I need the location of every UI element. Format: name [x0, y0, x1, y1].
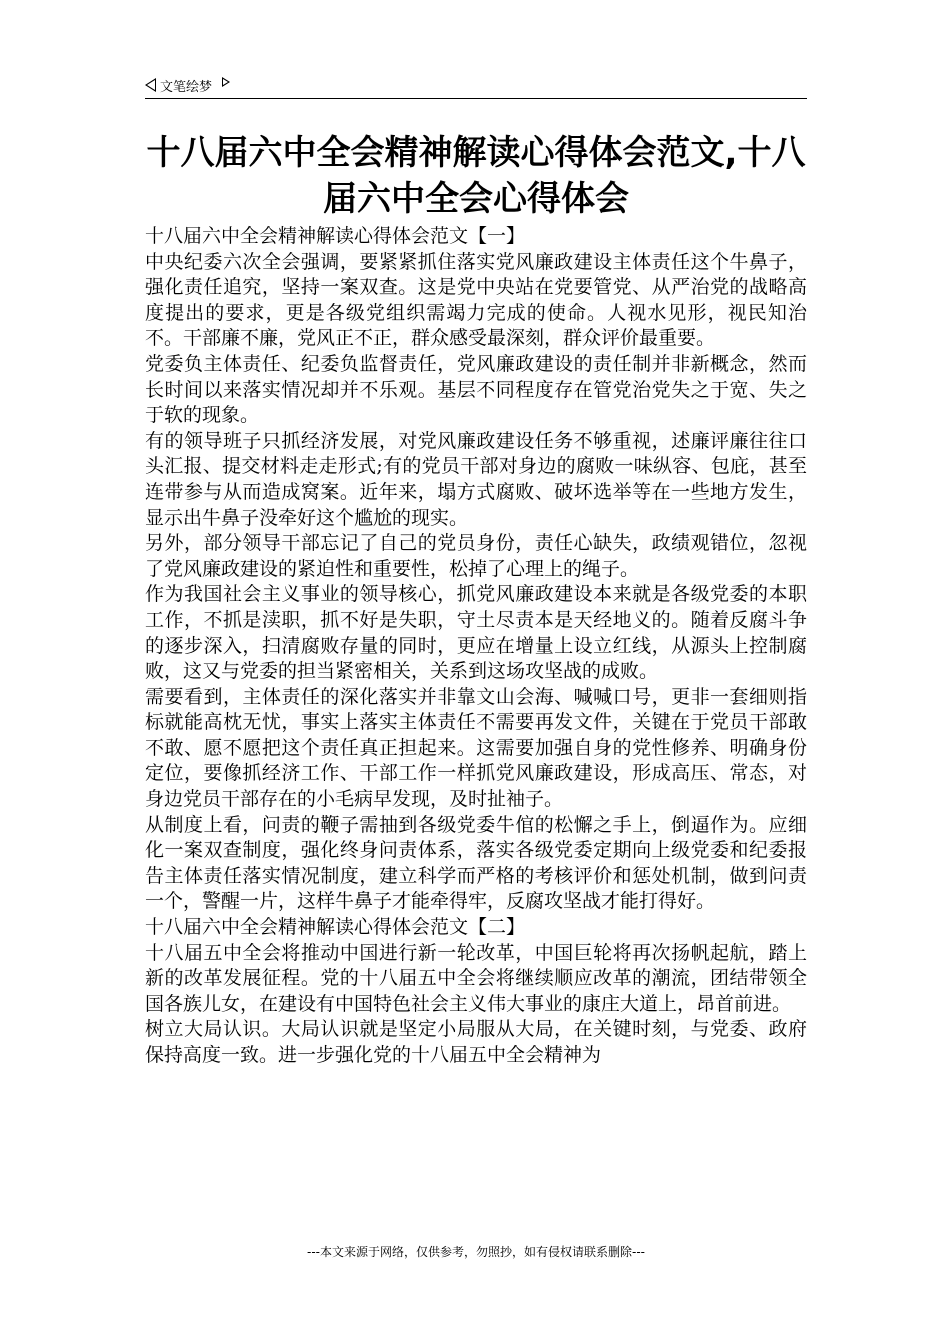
- paragraph: 中央纪委六次全会强调，要紧紧抓住落实党风廉政建设主体责任这个牛鼻子，强化责任追究，坚持一案双查。这是党中央站在党要管党、从严治党的战略高度提出的要求，更是各级党组织需竭力完成的使命。人视水见形，视民知治不。干部廉不廉，党风正不正，群众感受最深刻，群众评价最重要。: [145, 250, 807, 350]
- header-brand: 文笔绘梦: [160, 79, 213, 95]
- paragraph: 十八届五中全会将推动中国进行新一轮改革，中国巨轮将再次扬帆起航，踏上新的改革发展征程。党的十八届五中全会将继续顺应改革的潮流，团结带领全国各族儿女，在建设有中国特色社会主义伟大事业的康庄大道上，昂首前进。: [145, 941, 807, 1015]
- paragraph: 树立大局认识。大局认识就是坚定小局服从大局，在关键时刻，与党委、政府保持高度一致。进一步强化党的十八届五中全会精神为: [145, 1018, 807, 1066]
- paragraph: 党委负主体责任、纪委负监督责任，党风廉政建设的责任制并非新概念，然而长时间以来落实情况却并不乐观。基层不同程度存在管党治党失之于宽、失之于软的现象。: [145, 352, 807, 427]
- paragraph: 有的领导班子只抓经济发展，对党风廉政建设任务不够重视，述廉评廉往往口头汇报、提交材料走走形式;有的党员干部对身边的腐败一味纵容、包庇，甚至连带参与从而造成窝案。近年来，塌方式腐败、破坏选举等在一些地方发生，显示出牛鼻子没牵好这个尴尬的现实。: [145, 429, 807, 529]
- section-heading: 十八届六中全会精神解读心得体会范文【二】: [145, 916, 526, 939]
- document-body: [145, 224, 807, 1069]
- page-header: [145, 72, 807, 99]
- page-footer: ---本文来源于网络，仅供参考，勿照抄，如有侵权请联系删除---: [307, 1245, 645, 1259]
- triangle-left-icon: [145, 78, 156, 92]
- document-title: 十八届六中全会精神解读心得体会范文,十八届六中全会心得体会: [146, 133, 806, 219]
- section-heading: 十八届六中全会精神解读心得体会范文【一】: [145, 225, 526, 247]
- paragraph: 需要看到，主体责任的深化落实并非靠文山会海、喊喊口号，更非一套细则指标就能高枕无忧，事实上落实主体责任不需要再发文件，关键在于党员干部敢不敢、愿不愿把这个责任真正担起来。这需要加强自身的党性修养、明确身份定位，要像抓经济工作、干部工作一样抓党风廉政建设，形成高压、常态，对身边党员干部存在的小毛病早发现，及时扯袖子。: [145, 685, 807, 811]
- triangle-right-icon: [222, 77, 230, 87]
- paragraph: 作为我国社会主义事业的领导核心，抓党风廉政建设本来就是各级党委的本职工作，不抓是渎职，抓不好是失职，守土尽责本是天经地义的。随着反腐斗争的逐步深入，扫清腐败存量的同时，更应在增量上设立红线，从源头上控制腐败，这又与党委的担当紧密相关，关系到这场攻坚战的成败。: [145, 583, 807, 683]
- paragraph: 另外，部分领导干部忘记了自己的党员身份，责任心缺失，政绩观错位，忽视了党风廉政建设的紧迫性和重要性，松掉了心理上的绳子。: [145, 532, 807, 580]
- paragraph: 从制度上看，问责的鞭子需抽到各级党委牛倌的松懈之手上，倒逼作为。应细化一案双查制度，强化终身问责体系，落实各级党委定期向上级党委和纪委报告主体责任落实情况制度，建立科学而严格的考核评价和惩处机制，做到问责一个，警醒一片，这样牛鼻子才能牵得牢，反腐攻坚战才能打得好。: [145, 813, 807, 913]
